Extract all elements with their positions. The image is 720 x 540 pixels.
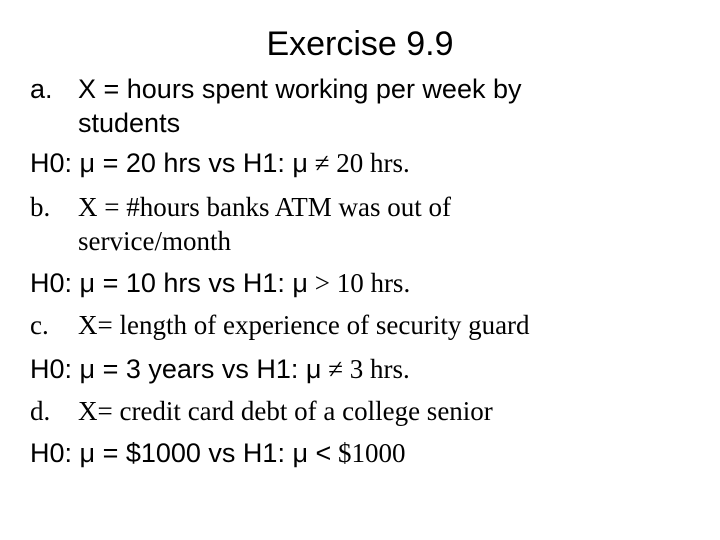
item-a-description: [30, 72, 521, 106]
item-letter: b.: [30, 192, 51, 222]
item-c-description: [30, 308, 530, 342]
hypothesis-null: H0: μ = $1000 vs H1: μ <: [30, 438, 332, 468]
item-letter: d.: [30, 396, 51, 426]
item-b-hypothesis: [30, 266, 410, 305]
item-description-line: X = hours spent working per week by: [78, 74, 522, 104]
hypothesis-null: H0: μ = 10 hrs vs H1: μ: [30, 268, 308, 298]
slide-title: Exercise 9.9: [266, 25, 454, 63]
hypothesis-alternative: $1000: [331, 438, 406, 468]
item-description-line: X= credit card debt of a college senior: [78, 396, 493, 426]
item-description-line: X = #hours banks ATM was out of: [78, 192, 451, 222]
item-d-hypothesis: [30, 436, 406, 475]
hypothesis-null: H0: μ = 20 hrs vs H1: μ: [30, 148, 308, 178]
hypothesis-alternative: ≠ 20 hrs.: [307, 148, 410, 178]
hypothesis-alternative: ≠ 3 hrs.: [321, 354, 410, 384]
item-description-line: X= length of experience of security guard: [78, 310, 530, 340]
hypothesis-alternative: > 10 hrs.: [307, 268, 411, 298]
item-letter: a.: [30, 74, 53, 104]
item-a-description-cont: students: [78, 108, 181, 138]
item-b-description: [30, 190, 451, 224]
item-d-description: [30, 394, 493, 428]
item-c-hypothesis: [30, 352, 410, 391]
hypothesis-null: H0: μ = 3 years vs H1: μ: [30, 354, 322, 384]
item-b-description-cont: service/month: [78, 226, 231, 256]
item-a-hypothesis: [30, 146, 410, 185]
item-letter: c.: [30, 310, 49, 340]
